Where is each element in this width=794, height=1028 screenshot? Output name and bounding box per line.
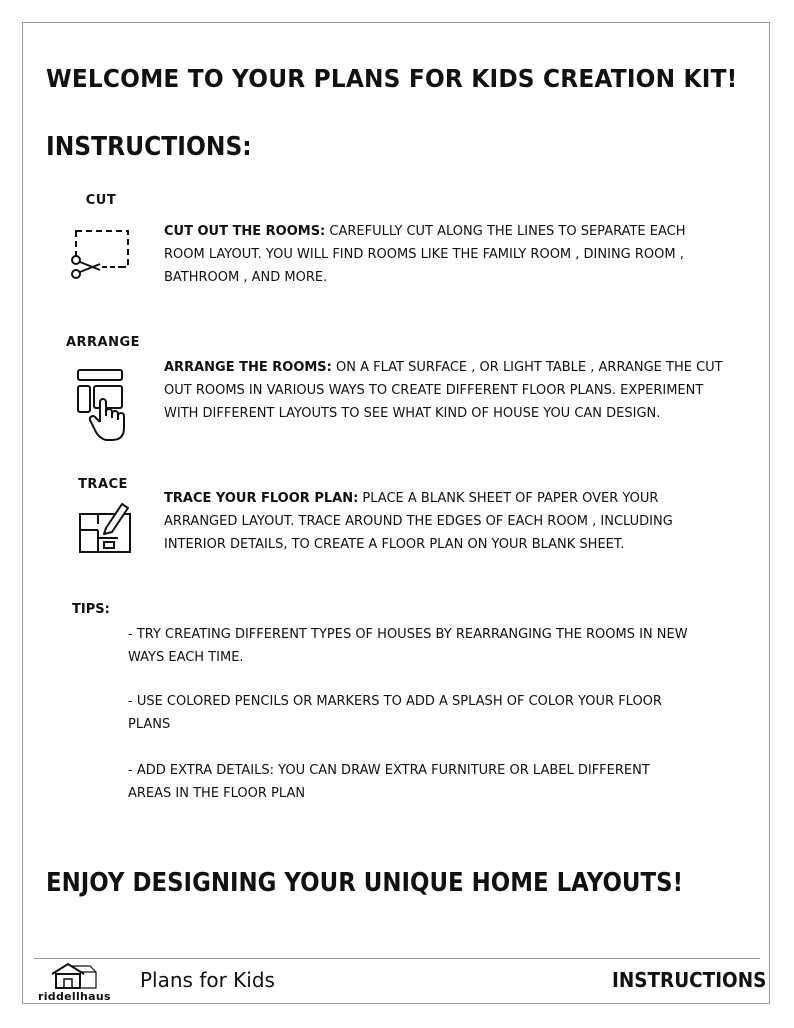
tip-item: - ADD EXTRA DETAILS: YOU CAN DRAW EXTRA FURNITURE OR LABEL DIFFERENT AREAS IN THE FLOOR PLAN (128, 763, 650, 801)
step-body-trace: PLACE A BLANK SHEET OF PAPER OVER YOUR ARRANGED LAYOUT. TRACE AROUND THE EDGES OF EACH ROOM , INCLUDING INTERIOR DETAILS, TO CREATE A FLOOR PLAN ON YOUR BLANK SHEET. (164, 491, 673, 552)
step-bold-arrange: ARRANGE THE ROOMS: (164, 360, 332, 375)
tip-item: - USE COLORED PENCILS OR MARKERS TO ADD A SPLASH OF COLOR YOUR FLOOR PLANS (128, 694, 662, 732)
step-body-cut: CAREFULLY CUT ALONG THE LINES TO SEPARATE EACH ROOM LAYOUT. YOU WILL FIND ROOMS LIKE THE FAMILY ROOM , DINING ROOM , BATHROOM , AND MORE. (164, 224, 686, 285)
house-logo-icon (50, 962, 98, 990)
step-text-arrange (164, 356, 724, 425)
footer-product-name: Plans for Kids (140, 968, 275, 992)
footer-section-name: INSTRUCTIONS (612, 968, 767, 992)
step-label-trace: TRACE (78, 477, 128, 492)
step-label-arrange: ARRANGE (65, 335, 141, 350)
tip-item: - TRY CREATING DIFFERENT TYPES OF HOUSES BY REARRANGING THE ROOMS IN NEW WAYS EACH TIME. (128, 627, 688, 665)
scissors-cut-icon (70, 226, 134, 282)
footer-divider (34, 958, 760, 959)
step-bold-trace: TRACE YOUR FLOOR PLAN: (164, 491, 359, 506)
step-text-cut (164, 220, 724, 289)
brand-name: riddellhaus (38, 990, 111, 1003)
tips-heading: TIPS: (72, 602, 110, 617)
step-label-cut: CUT (85, 193, 117, 208)
floor-plan-pencil-icon (78, 500, 134, 556)
step-text-trace (164, 487, 724, 556)
hand-arrange-icon (76, 368, 130, 442)
closing-heading: ENJOY DESIGNING YOUR UNIQUE HOME LAYOUTS! (46, 868, 684, 898)
page-title: WELCOME TO YOUR PLANS FOR KIDS CREATION KIT! (46, 64, 738, 93)
step-body-arrange: ON A FLAT SURFACE , OR LIGHT TABLE , ARRANGE THE CUT OUT ROOMS IN VARIOUS WAYS TO CREATE DIFFERENT FLOOR PLANS. EXPERIMENT WITH DIFFERENT LAYOUTS TO SEE WHAT KIND OF HOUSE YOU CAN DESIGN. (164, 360, 723, 421)
instructions-heading: INSTRUCTIONS: (46, 132, 252, 162)
step-bold-cut: CUT OUT THE ROOMS: (164, 224, 326, 239)
